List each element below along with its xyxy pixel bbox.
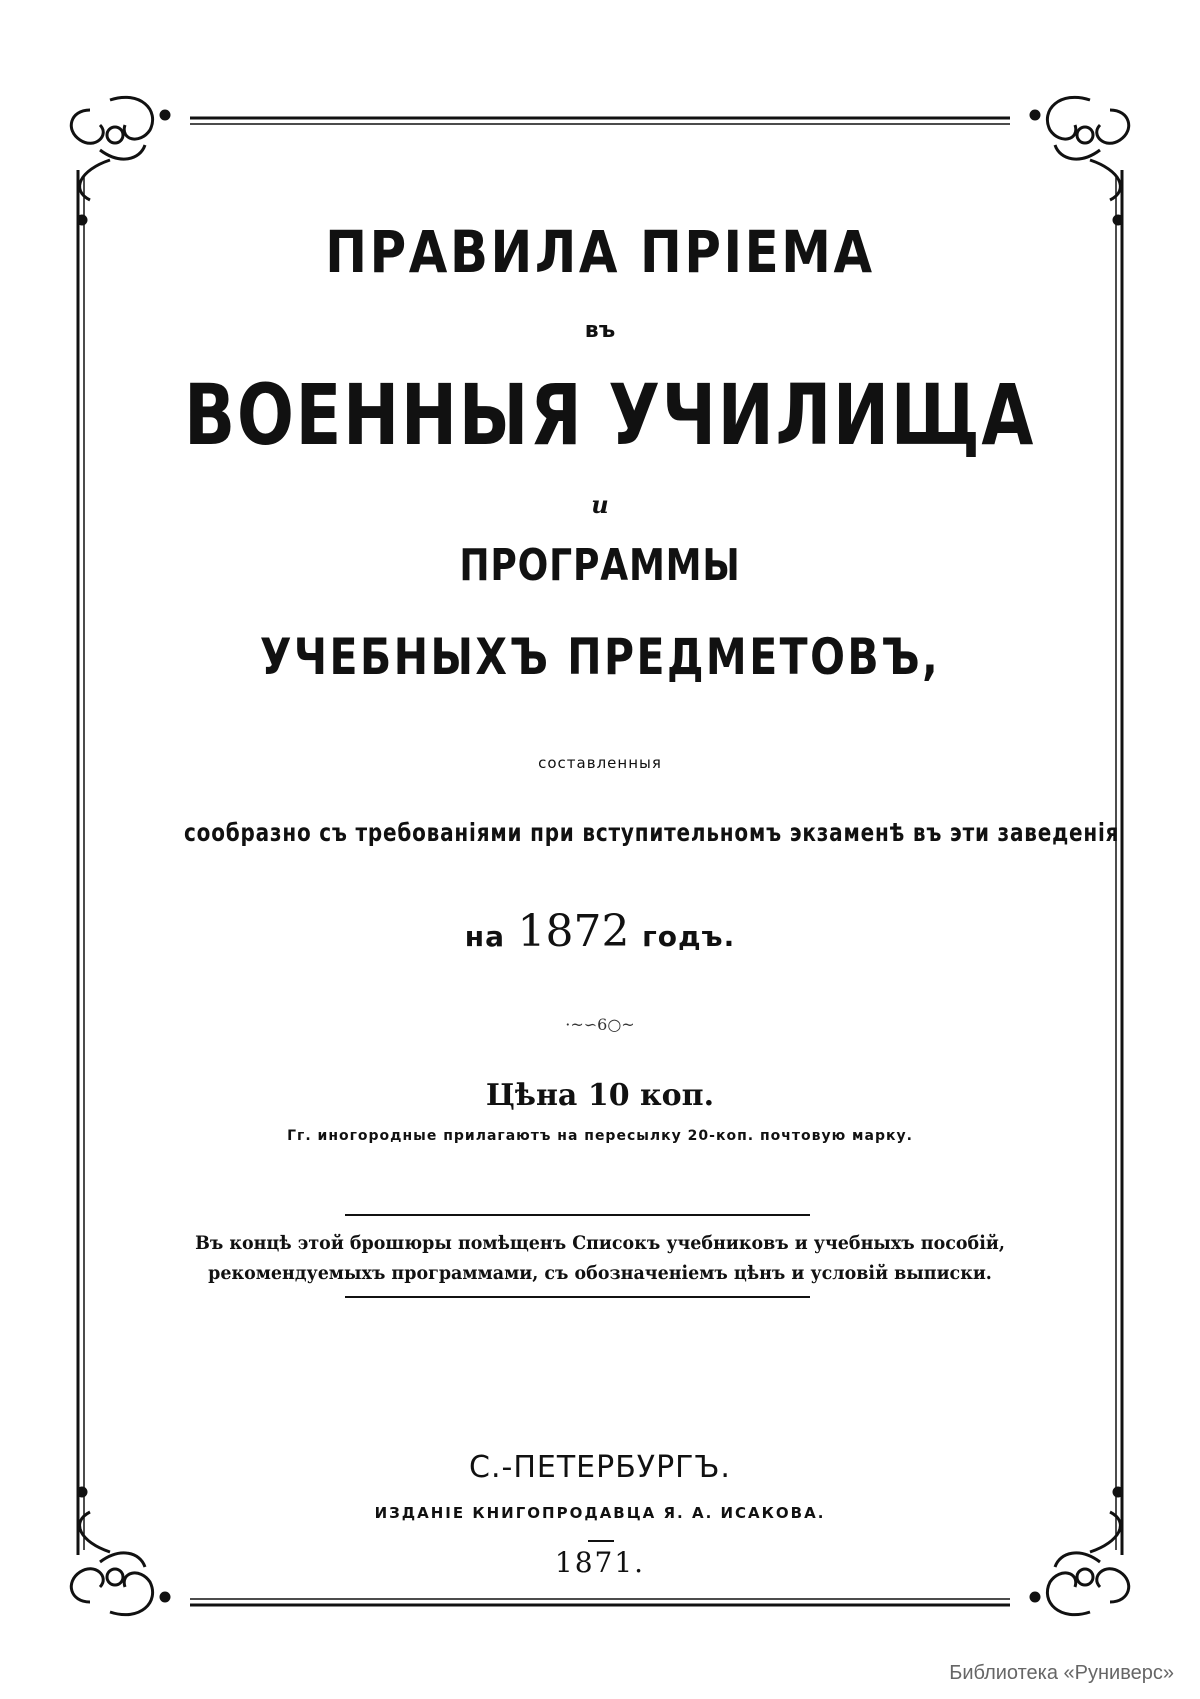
rule-top	[345, 1214, 810, 1216]
title-line-2: ВОЕННЫЯ УЧИЛИЩА	[184, 366, 1036, 464]
price: Цѣна 10 коп.	[485, 1078, 715, 1113]
city: С.-ПЕТЕРБУРГЪ.	[469, 1450, 731, 1485]
title-line-3: ПРОГРАММЫ	[459, 540, 741, 591]
title-line-4: УЧЕБНЫХЪ ПРЕДМЕТОВЪ,	[259, 628, 941, 686]
rule-small	[588, 1540, 614, 1542]
title-conjunction-1: въ	[584, 318, 616, 343]
corner-ornament-top-left	[71, 97, 169, 224]
publication-year: 1871.	[554, 1546, 646, 1579]
target-year: 1872	[517, 906, 630, 957]
year-prefix: на	[464, 920, 505, 953]
title-conjunction-2: и	[591, 490, 609, 519]
divider-ornament: ·~∽6○~	[565, 1015, 635, 1034]
postage-note: Гг. иногородные прилагаютъ на пересылку 20-коп. почтовую марку.	[287, 1128, 913, 1144]
compiled-detail: сообразно съ требованіями при вступительномъ экзаменѣ въ эти заведенія	[184, 818, 1120, 847]
rule-bottom	[345, 1296, 810, 1298]
publisher: ИЗДАНІЕ КНИГОПРОДАВЦА Я. А. ИСАКОВА.	[374, 1504, 826, 1522]
corner-ornament-top-right	[1031, 97, 1129, 224]
title-line-1: ПРАВИЛА ПРІЕМА	[325, 218, 875, 286]
appendix-note-line-1: Въ концѣ этой брошюры помѣщенъ Списокъ учебниковъ и учебныхъ пособій,	[195, 1232, 1005, 1254]
year-line	[80, 906, 1120, 957]
appendix-note-line-2: рекомендуемыхъ программами, съ обозначеніемъ цѣнъ и условій выписки.	[208, 1262, 992, 1284]
compiled-label: составленныя	[538, 754, 662, 772]
year-suffix: годъ.	[642, 920, 736, 953]
library-credit: Библиотека «Руниверс»	[949, 1662, 1174, 1684]
